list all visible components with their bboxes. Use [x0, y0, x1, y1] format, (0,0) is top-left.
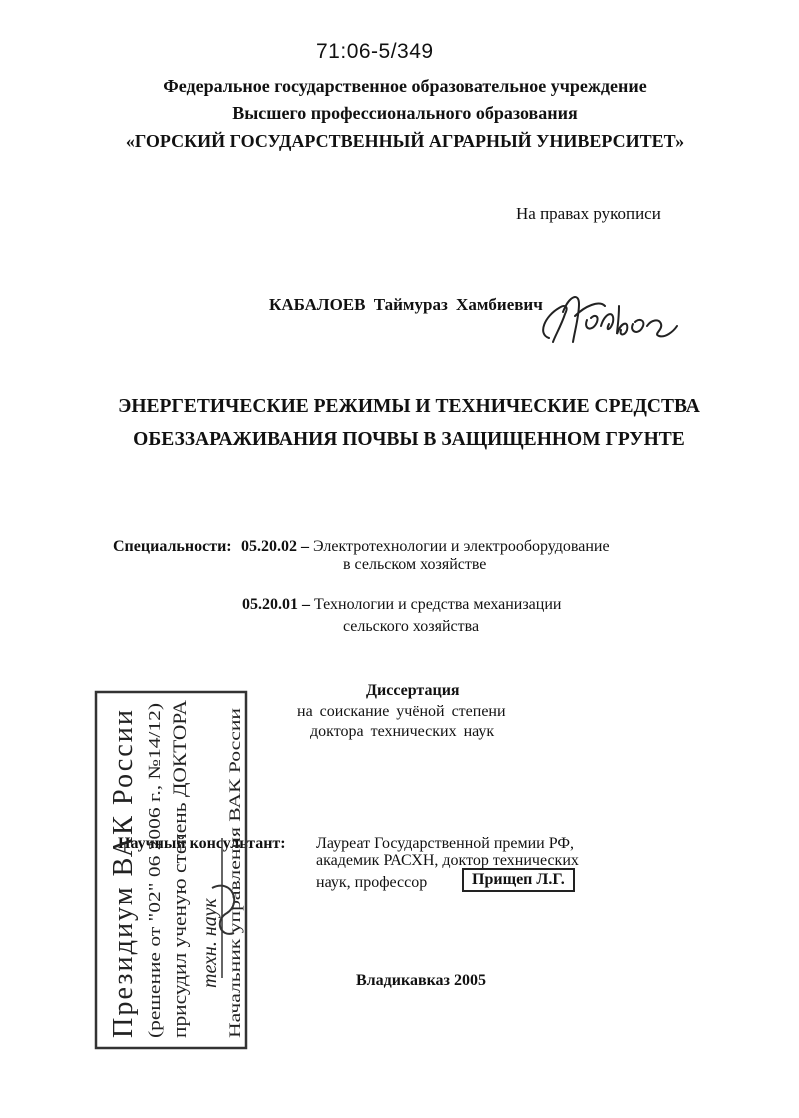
- stamp-line-2: (решение от "02" 06 2006 г., №14/12): [145, 772, 164, 1038]
- dissertation-title-line-2: ОБЕЗЗАРАЖИВАНИЯ ПОЧВЫ В ЗАЩИЩЕННОМ ГРУНТЕ: [133, 429, 685, 450]
- author-name: КАБАЛОЕВ Таймураз Хамбиевич: [269, 295, 543, 314]
- dissertation-heading: Диссертация: [366, 682, 460, 699]
- stamp-line-3: присудил ученую степень ДОКТОРА: [170, 737, 191, 1038]
- consultant-line-3: наук, профессор: [316, 874, 428, 891]
- consultant-label: Научный консультант:: [118, 835, 286, 852]
- specialty-2-name: Технологии и средства механизации: [314, 596, 562, 613]
- dissertation-title-line-1: ЭНЕРГЕТИЧЕСКИЕ РЕЖИМЫ И ТЕХНИЧЕСКИЕ СРЕДСТВА: [118, 396, 700, 417]
- specialty-2-name-cont: сельского хозяйства: [343, 618, 480, 635]
- stamp-line-1: Президиум ВАК России: [108, 710, 139, 1038]
- specialty-1-name-cont: в сельском хозяйстве: [343, 556, 487, 573]
- manuscript-rights: На правах рукописи: [516, 204, 661, 223]
- specialty-1: [241, 538, 610, 556]
- specialties-label: Специальности:: [113, 538, 232, 555]
- degree-line-2: доктора технических наук: [310, 723, 495, 740]
- specialty-2-code: 05.20.01 –: [242, 596, 310, 613]
- specialty-2: [242, 596, 561, 614]
- city-year: Владикавказ 2005: [356, 972, 486, 989]
- consultant-name: Прищеп Л.Г.: [462, 868, 575, 892]
- institution-line-2: Высшего профессионального образования: [232, 103, 578, 123]
- document-code: 71:06-5/349: [316, 40, 434, 63]
- specialty-1-code: 05.20.02 –: [241, 538, 309, 555]
- institution-name: «ГОРСКИЙ ГОСУДАРСТВЕННЫЙ АГРАРНЫЙ УНИВЕРСИТЕТ»: [125, 131, 685, 151]
- specialty-1-name: Электротехнологии и электрооборудование: [313, 538, 610, 555]
- stamp-line-5: Начальник управления ВАК России: [227, 793, 244, 1038]
- consultant-line-2: академик РАСХН, доктор технических: [316, 852, 579, 869]
- stamp-line-4: техн. наук: [199, 898, 221, 988]
- institution-line-1: Федеральное государственное образовательное учреждение: [163, 76, 647, 96]
- author-signature: [535, 286, 685, 356]
- degree-line-1: на соискание учёной степени: [297, 703, 506, 720]
- vak-approval-stamp: [92, 688, 252, 1058]
- consultant-line-1: Лауреат Государственной премии РФ,: [316, 835, 575, 852]
